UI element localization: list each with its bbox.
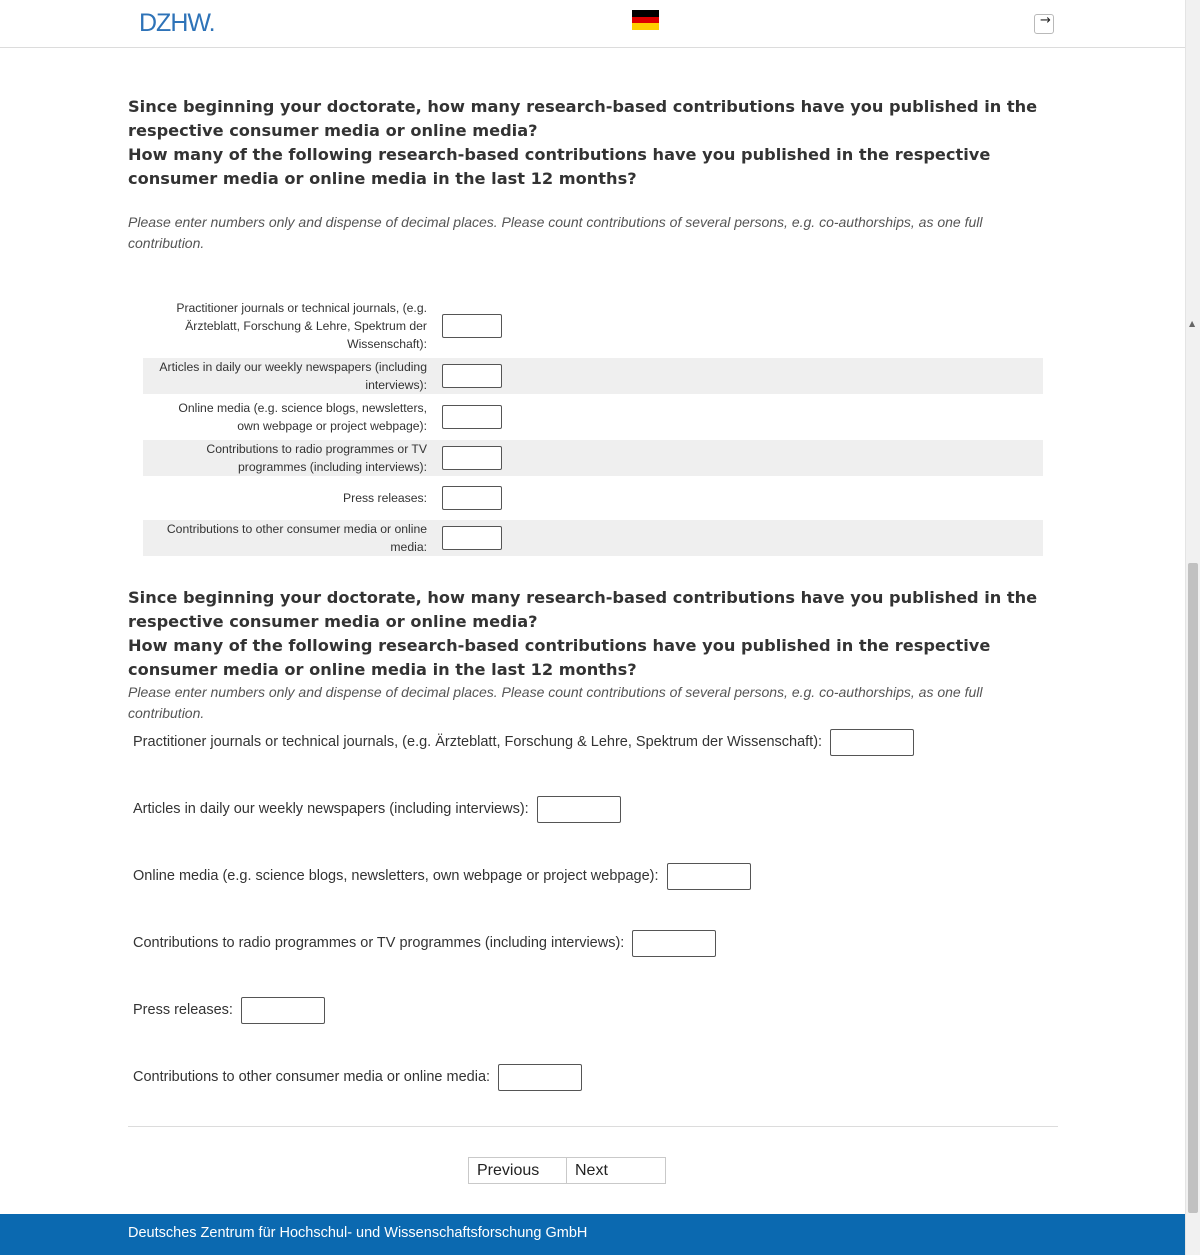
online-media-input[interactable]	[442, 405, 502, 429]
other-media-input-2[interactable]	[498, 1064, 582, 1091]
question2-row	[133, 929, 716, 957]
matrix-row	[143, 394, 1043, 440]
matrix-row-label: Articles in daily our weekly newspapers (including interviews):	[159, 360, 427, 392]
practitioner-journals-input-2[interactable]	[830, 729, 914, 756]
question1-title-line2: How many of the following research-based contributions have you published in the respective consumer media or online media in the last 12 months?	[128, 145, 991, 188]
matrix-row	[143, 295, 1043, 358]
newspapers-input-2[interactable]	[537, 796, 621, 823]
question2-row	[133, 996, 325, 1024]
question2-row-label: Online media (e.g. science blogs, newsletters, own webpage or project webpage):	[133, 868, 659, 884]
question2-row-label: Contributions to radio programmes or TV programmes (including interviews):	[133, 935, 625, 951]
matrix-row-label: Press releases:	[343, 491, 427, 505]
logout-button[interactable]	[1034, 14, 1054, 34]
question2-row-label: Press releases:	[133, 1002, 233, 1018]
question1-header	[128, 95, 1058, 191]
question2-row-label: Articles in daily our weekly newspapers (including interviews):	[133, 801, 529, 817]
next-button[interactable]: Next	[567, 1157, 666, 1184]
online-media-input-2[interactable]	[667, 863, 751, 890]
page-scrollbar[interactable]	[1185, 0, 1200, 1255]
page-navigation	[468, 1157, 666, 1184]
matrix-row-label: Contributions to other consumer media or online media:	[166, 522, 427, 554]
question2-row-label: Practitioner journals or technical journals, (e.g. Ärzteblatt, Forschung & Lehre, Spektrum der Wissenschaft):	[133, 734, 823, 750]
question2-row	[133, 728, 914, 756]
question1-matrix	[143, 295, 1043, 556]
scrollbar-thumb[interactable]	[1188, 563, 1198, 1213]
footer	[0, 1214, 1185, 1255]
previous-button[interactable]: Previous	[468, 1157, 567, 1184]
question2-row	[133, 795, 621, 823]
matrix-row	[143, 520, 1043, 556]
logout-icon: →	[1040, 13, 1051, 28]
question2-row-label: Contributions to other consumer media or online media:	[133, 1069, 491, 1085]
newspapers-input[interactable]	[442, 364, 502, 388]
matrix-row-label: Practitioner journals or technical journals, (e.g. Ärzteblatt, Forschung & Lehre, Spektrum der Wissenschaft):	[176, 301, 427, 351]
press-releases-input[interactable]	[442, 486, 502, 510]
question1-hint: Please enter numbers only and dispense of decimal places. Please count contributions of several persons, e.g. co-authorships, as one full contribution.	[128, 214, 983, 251]
practitioner-journals-input[interactable]	[442, 314, 502, 338]
matrix-row	[143, 440, 1043, 476]
question2-row	[133, 1063, 582, 1091]
divider	[128, 1126, 1058, 1127]
matrix-row-label: Online media (e.g. science blogs, newsletters, own webpage or project webpage):	[178, 401, 427, 433]
matrix-row	[143, 476, 1043, 520]
radio-tv-input-2[interactable]	[632, 930, 716, 957]
question2-row	[133, 862, 751, 890]
press-releases-input-2[interactable]	[241, 997, 325, 1024]
radio-tv-input[interactable]	[442, 446, 502, 470]
scroll-up-icon[interactable]: ▲	[1189, 319, 1196, 328]
other-media-input[interactable]	[442, 526, 502, 550]
question1-title-line1: Since beginning your doctorate, how many research-based contributions have you published in the respective consumer media or online media?	[128, 97, 1038, 140]
german-flag-icon[interactable]	[632, 10, 659, 30]
question2-hint: Please enter numbers only and dispense of decimal places. Please count contributions of several persons, e.g. co-authorships, as one full contribution.	[128, 684, 983, 721]
question2-title-line2: How many of the following research-based contributions have you published in the respective consumer media or online media in the last 12 months?	[128, 636, 991, 679]
question2-header	[128, 586, 1058, 724]
matrix-row-label: Contributions to radio programmes or TV programmes (including interviews):	[206, 442, 427, 474]
footer-text: Deutsches Zentrum für Hochschul- und Wissenschaftsforschung GmbH	[128, 1225, 588, 1241]
question1-hint-block	[128, 212, 1058, 254]
matrix-row	[143, 358, 1043, 394]
question2-title-line1: Since beginning your doctorate, how many research-based contributions have you published in the respective consumer media or online media?	[128, 588, 1038, 631]
header	[0, 0, 1185, 48]
dzhw-logo[interactable]: DZHW.	[139, 9, 215, 37]
